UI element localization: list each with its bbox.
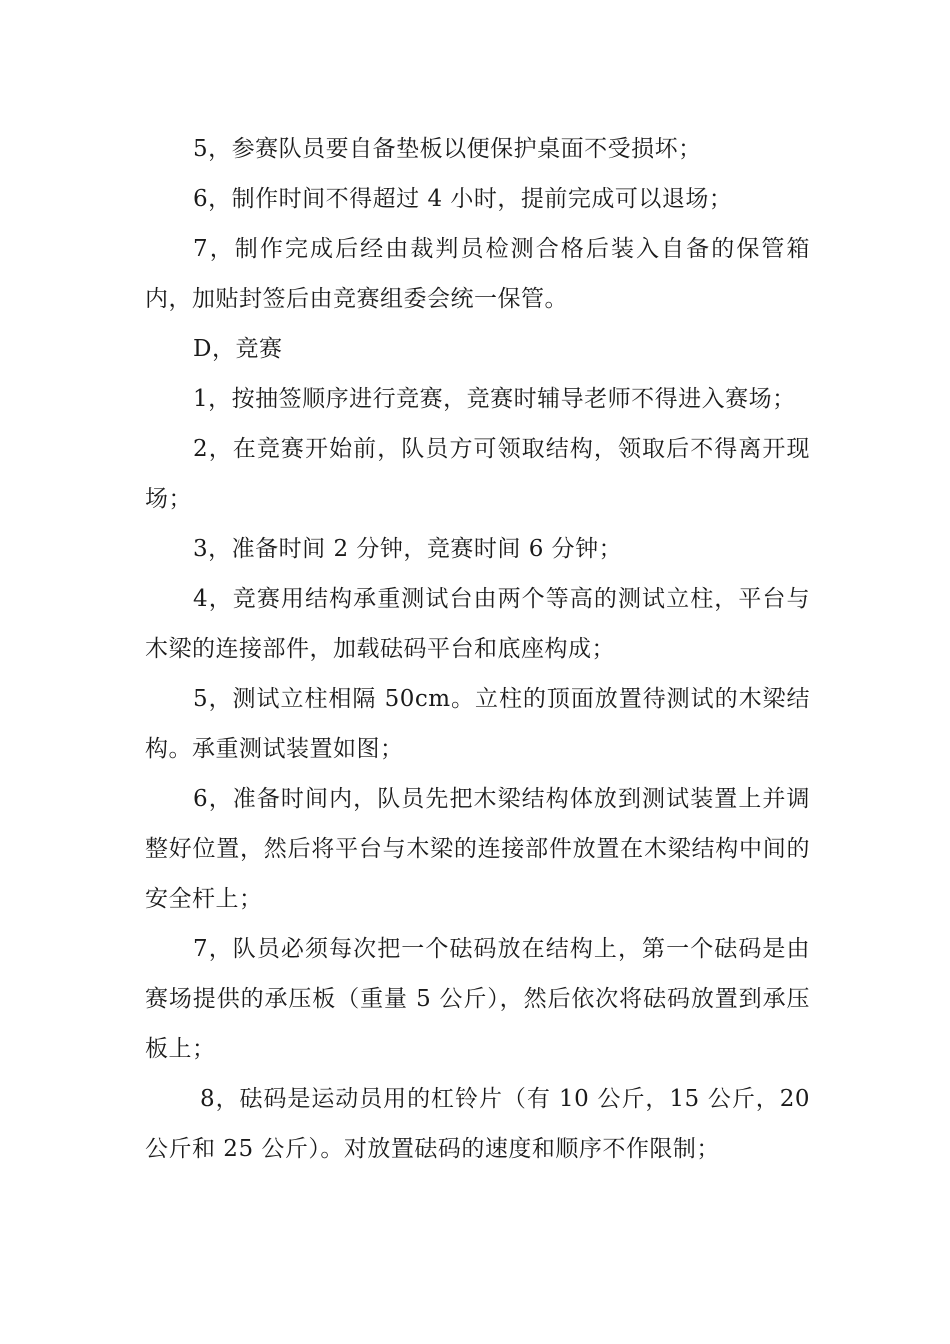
paragraph-rule-6-time: 6，制作时间不得超过 4 小时，提前完成可以退场； bbox=[193, 186, 733, 212]
document-body bbox=[145, 124, 810, 1174]
paragraph-competition-4: 4，竞赛用结构承重测试台由两个等高的测试立柱，平台与木梁的连接部件，加载砝码平台和底座构成； bbox=[145, 586, 810, 662]
paragraph-competition-8: 8，砝码是运动员用的杠铃片（有 10 公斤，15 公斤，20 公斤和 25 公斤）。对放置砝码的速度和顺序不作限制； bbox=[145, 1086, 810, 1162]
paragraph-rule-7-storage: 7，制作完成后经由裁判员检测合格后装入自备的保管箱内，加贴封签后由竞赛组委会统一保管。 bbox=[145, 236, 810, 312]
paragraph-competition-5: 5，测试立柱相隔 50cm。立柱的顶面放置待测试的木梁结构。承重测试装置如图； bbox=[145, 686, 810, 762]
paragraph-competition-6: 6，准备时间内，队员先把木梁结构体放到测试装置上并调整好位置，然后将平台与木梁的连接部件放置在木梁结构中间的安全杆上； bbox=[145, 786, 810, 912]
paragraph-competition-7: 7，队员必须每次把一个砝码放在结构上，第一个砝码是由赛场提供的承压板（重量 5 公斤），然后依次将砝码放置到承压板上； bbox=[145, 936, 810, 1062]
paragraph-competition-2: 2，在竞赛开始前，队员方可领取结构，领取后不得离开现场； bbox=[145, 436, 810, 512]
section-heading-competition: D，竞赛 bbox=[193, 336, 283, 362]
paragraph-competition-1: 1，按抽签顺序进行竞赛，竞赛时辅导老师不得进入赛场； bbox=[193, 386, 796, 412]
paragraph-rule-5-pad: 5，参赛队员要自备垫板以便保护桌面不受损坏； bbox=[193, 136, 702, 162]
paragraph-competition-3: 3，准备时间 2 分钟，竞赛时间 6 分钟； bbox=[193, 536, 623, 562]
